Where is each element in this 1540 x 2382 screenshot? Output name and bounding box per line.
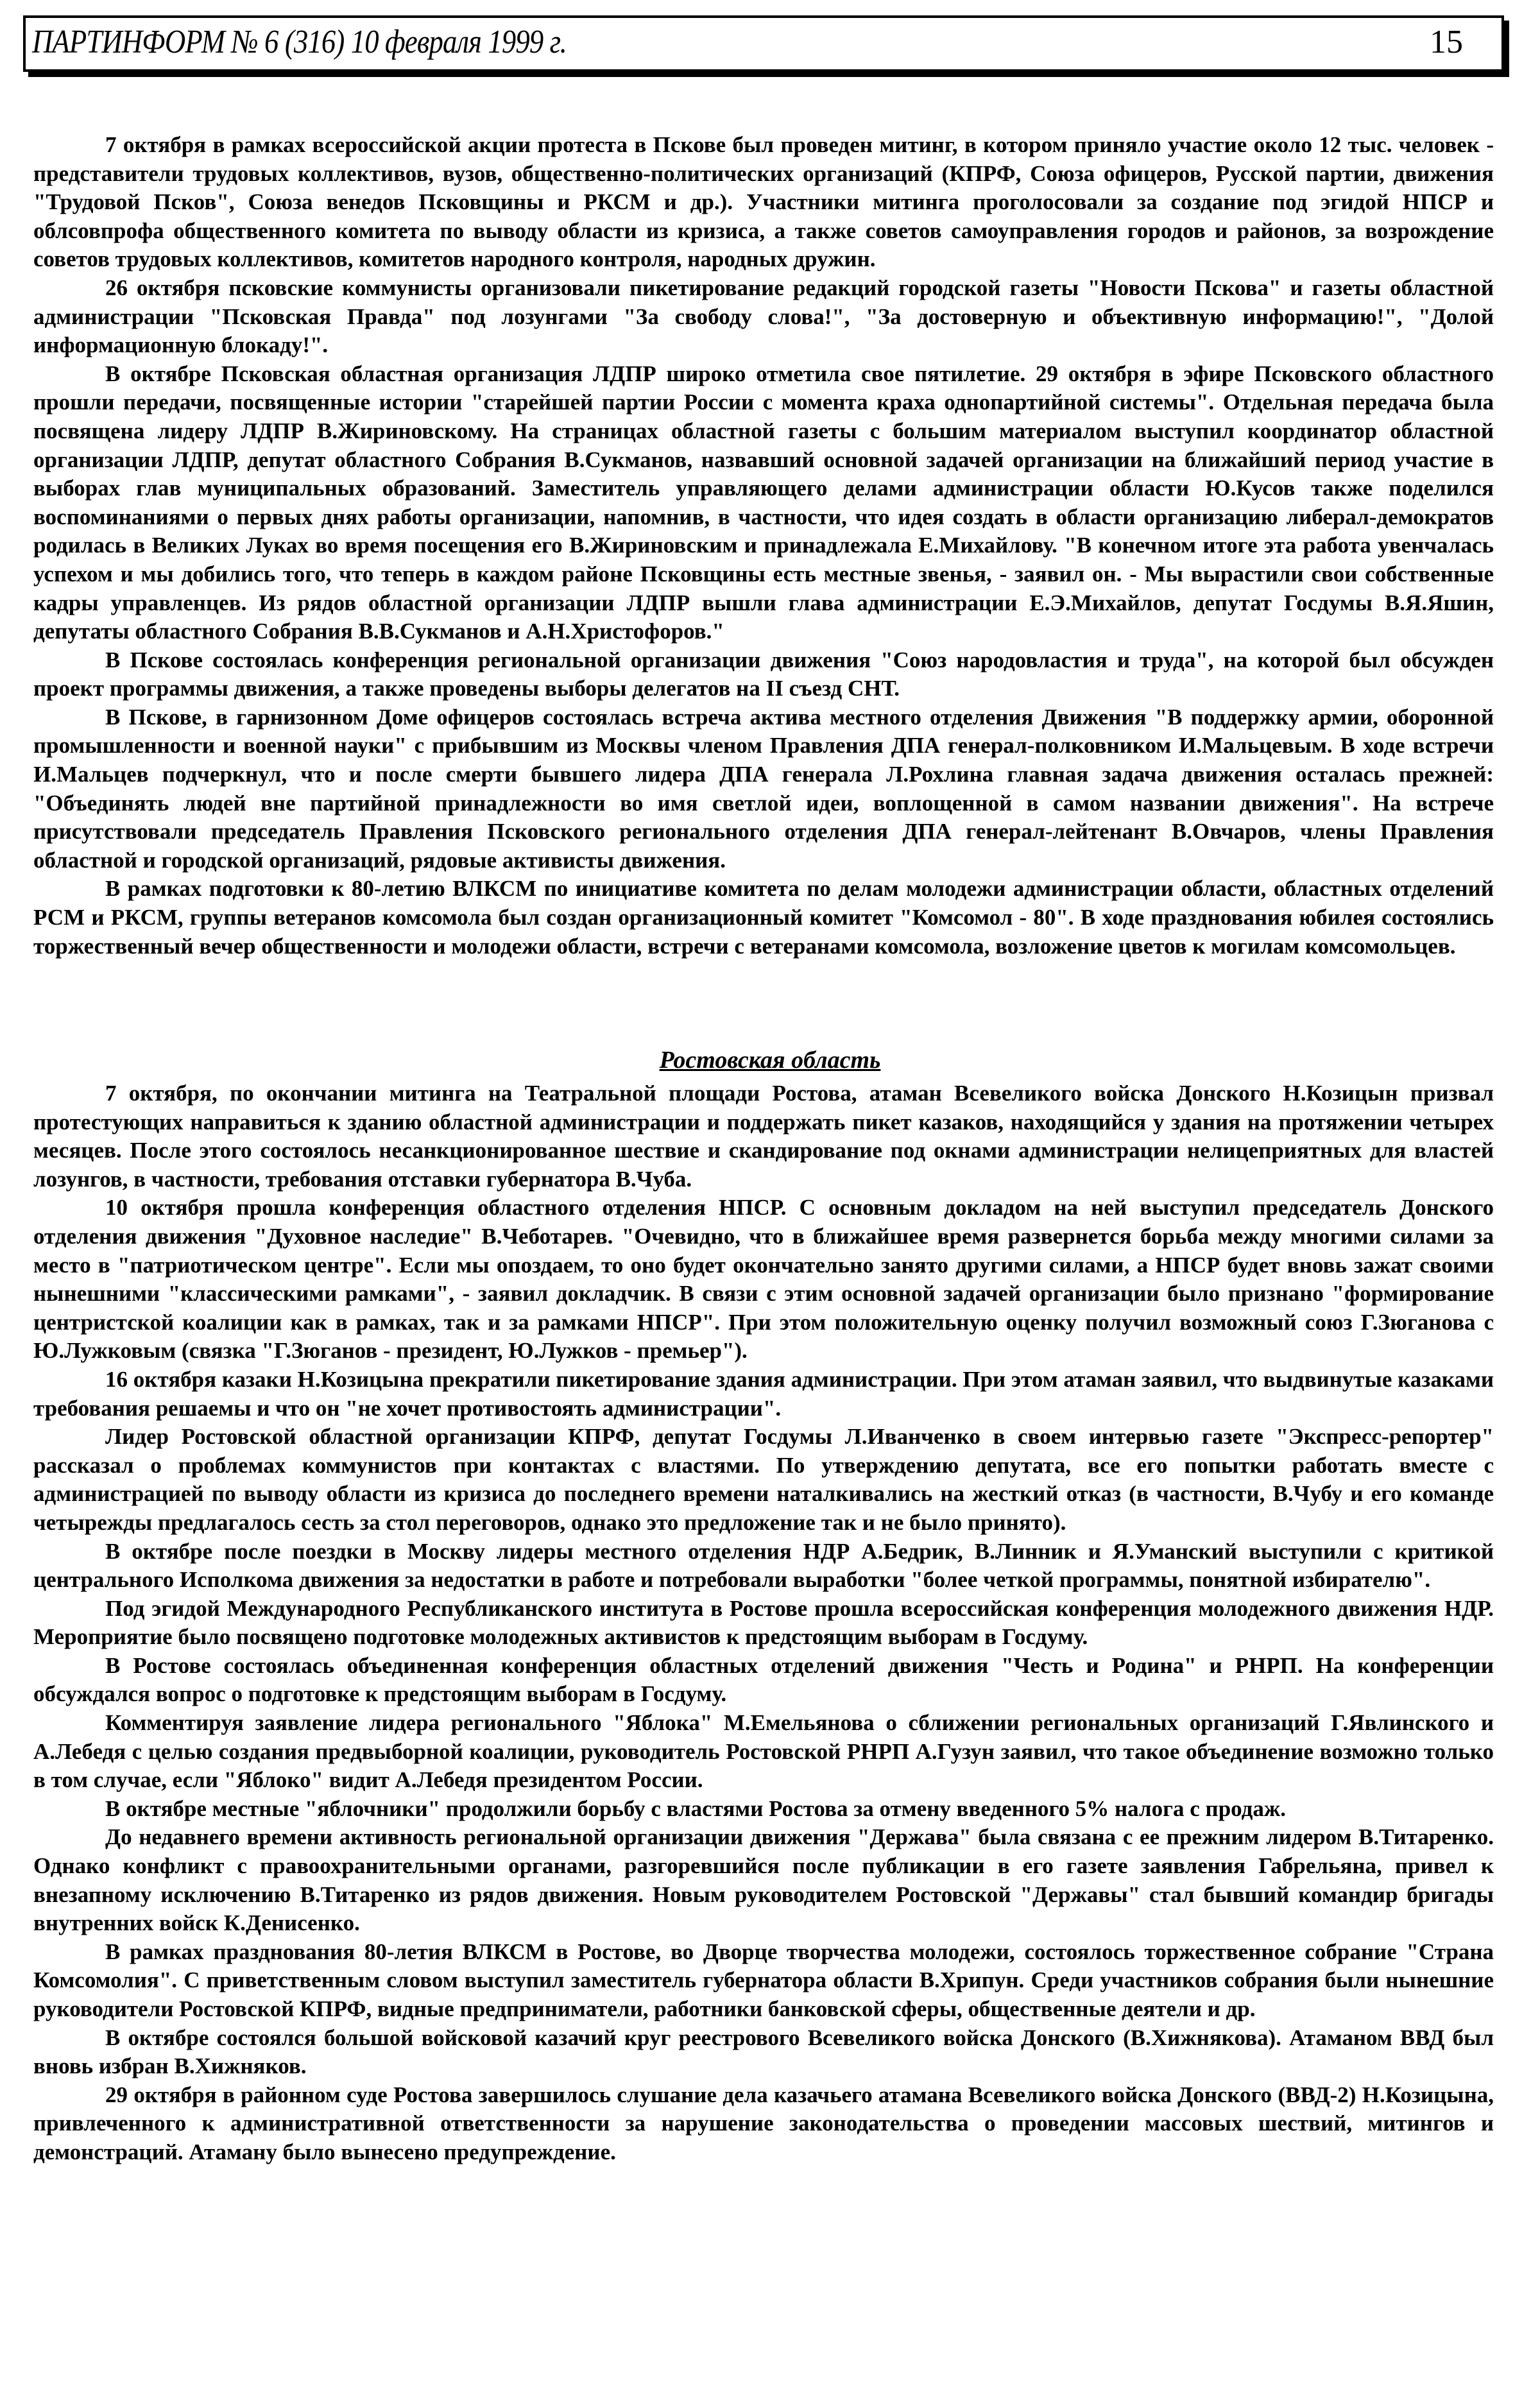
paragraph: В октябре Псковская областная организация ЛДПР широко отметила свое пятилетие. 29 октября в эфире Псковского областного прошли передачи, посвященные истории "старейшей партии России с момента краха однопартийной системы". Отдельная передача была посвящена лидеру ЛДПР В.Жириновскому. На страницах областной газеты с большим материалом выступил координатор областной организации ЛДПР, депутат областного Собрания В.Сукманов, назвавший основной задачей организации на ближайший период участие в выборах глав муниципальных образований. Заместитель управляющего делами администрации области Ю.Кусов также поделился воспоминаниями о первых днях работы организации, напомнив, в частности, что идея создать в области организацию либерал-демократов родилась в Великих Луках во время посещения его В.Жириновским и принадлежала Е.Михайлову. "В конечном итоге эта работа увенчалась успехом и мы добились того, что теперь в каждом районе Псковщины есть местные звенья, - заявил он. - Мы вырастили свои собственные кадры управленцев. Из рядов областной организации ЛДПР вышли глава администрации Е.Э.Михайлов, депутат Госдумы В.Я.Яшин, депутаты областного Собрания В.В.Сукманов и А.Н.Христофоров." bbox=[33, 361, 1494, 644]
paragraph: Комментируя заявление лидера регионального "Яблока" М.Емельянова о сближении региональных организаций Г.Явлинского и А.Лебедя с целью создания предвыборной коалиции, руководитель Ростовской РНРП А.Гузун заявил, что такое объединение возможно только в том случае, если "Яблоко" видит А.Лебедя президентом России. bbox=[33, 1710, 1494, 1793]
publication-title: ПАРТИНФОРМ № 6 (316) 10 февраля 1999 г. bbox=[32, 24, 567, 60]
section-heading-rostov: Ростовская область bbox=[659, 1047, 881, 1074]
paragraph: В Пскове, в гарнизонном Доме офицеров состоялась встреча актива местного отделения Движения "В поддержку армии, оборонной промышленности и военной науки" с прибывшим из Москвы членом Правления ДПА генерал-полковником И.Мальцевым. В ходе встречи И.Мальцев подчеркнул, что и после смерти бывшего лидера ДПА генерала Л.Рохлина главная задача движения осталась прежней: "Объединять людей вне партийной принадлежности во имя светлой идеи, воплощенной в самом названии движения". На встрече присутствовали председатель Правления Псковского регионального отделения ДПА генерал-лейтенант В.Овчаров, члены Правления областной и городской организаций, рядовые активисты движения. bbox=[33, 704, 1494, 873]
paragraph: Лидер Ростовской областной организации КПРФ, депутат Госдумы Л.Иванченко в своем интервью газете "Экспресс-репортер" рассказал о проблемах коммунистов при контактах с властями. По утверждению депутата, все его попытки работать вместе с администрацией по выводу области из кризиса до последнего времени наталкивались на жесткий отказ (в частности, В.Чубу и его команде четырежды предлагалось сесть за стол переговоров, однако это предложение так и не было принято). bbox=[33, 1424, 1494, 1535]
page-header bbox=[23, 15, 1504, 72]
page-number: 15 bbox=[1430, 24, 1463, 60]
paragraph: В Пскове состоялась конференция региональной организации движения "Союз народовластия и труда", на которой был обсужден проект программы движения, а также проведены выборы делегатов на II съезд СНТ. bbox=[33, 647, 1494, 701]
paragraph: В рамках празднования 80-летия ВЛКСМ в Ростове, во Дворце творчества молодежи, состоялось торжественное собрание "Страна Комсомолия". С приветственным словом выступил заместитель губернатора области В.Хрипун. Среди участников собрания были нынешние руководители Ростовской КПРФ, видные предприниматели, работники банковской сферы, общественные деятели и др. bbox=[33, 1939, 1494, 2021]
paragraph: 16 октября казаки Н.Козицына прекратили пикетирование здания администрации. При этом атаман заявил, что выдвинутые казаками требования решаемы и что он "не хочет противостоять администрации". bbox=[33, 1366, 1494, 1421]
paragraph: 29 октября в районном суде Ростова завершилось слушание дела казачьего атамана Всевеликого войска Донского (ВВД-2) Н.Козицына, привлеченного к административной ответственности за нарушение законодательства о проведении массовых шествий, митингов и демонстраций. Атаману было вынесено предупреждение. bbox=[33, 2082, 1494, 2164]
pskov-section bbox=[33, 131, 1494, 961]
paragraph: 7 октября в рамках всероссийской акции протеста в Пскове был проведен митинг, в котором приняло участие около 12 тыс. человек - представители трудовых коллективов, вузов, общественно-политических организаций (КПРФ, Союза офицеров, Русской партии, движения "Трудовой Псков", Союза венедов Псковщины и РКСМ и др.). Участники митинга проголосовали за создание под эгидой НПСР и облсовпрофа общественного комитета по выводу области из кризиса, а также советов самоуправления городов и районов, за возрождение советов трудовых коллективов, комитетов народного контроля, народных дружин. bbox=[33, 132, 1494, 272]
paragraph: Под эгидой Международного Республиканского института в Ростове прошла всероссийская конференция молодежного движения НДР. Мероприятие было посвящено подготовке молодежных активистов к предстоящим выборам в Госдуму. bbox=[33, 1595, 1494, 1650]
paragraph: В октябре состоялся большой войсковой казачий круг реестрового Всевеликого войска Донского (В.Хижнякова). Атаманом ВВД был вновь избран В.Хижняков. bbox=[33, 2025, 1494, 2079]
paragraph: В рамках подготовки к 80-летию ВЛКСМ по инициативе комитета по делам молодежи администрации области, областных отделений РСМ и РКСМ, группы ветеранов комсомола был создан организационный комитет "Комсомол - 80". В ходе празднования юбилея состоялись торжественный вечер общественности и молодежи области, встречи с ветеранами комсомола, возложение цветов к могилам комсомольцев. bbox=[33, 876, 1494, 959]
paragraph: В октябре после поездки в Москву лидеры местного отделения НДР А.Бедрик, В.Линник и Я.Уманский выступили с критикой центрального Исполкома движения за недостатки в работе и потребовали выработки "более четкой программы, понятной избирателю". bbox=[33, 1538, 1494, 1593]
paragraph: 26 октября псковские коммунисты организовали пикетирование редакций городской газеты "Новости Пскова" и газеты областной администрации "Псковская Правда" под лозунгами "За свободу слова!", "За достоверную и объективную информацию!", "Долой информационную блокаду!". bbox=[33, 275, 1494, 358]
paragraph: До недавнего времени активность региональной организации движения "Держава" была связана с ее прежним лидером В.Титаренко. Однако конфликт с правоохранительными органами, разгоревшийся после публикации в его газете заявления Габрельяна, привел к внезапному исключению В.Титаренко из рядов движения. Новым руководителем Ростовской "Державы" стал бывший командир бригады внутренних войск К.Денисенко. bbox=[33, 1824, 1494, 1936]
paragraph: 10 октября прошла конференция областного отделения НПСР. С основным докладом на ней выступил председатель Донского отделения движения "Духовное наследие" В.Чеботарев. "Очевидно, что в ближайшее время развернется борьба между многими силами за место в "патриотическом центре". Если мы опоздаем, то оно будет окончательно занято другими силами, а НПСР будет вновь зажат своими нынешними "классическими рамками", - заявил докладчик. В связи с этим основной задачей организации было признано "формирование центристской коалиции как в рамках, так и за рамками НПСР". При этом положительную оценку получил возможный союз Г.Зюганова с Ю.Лужковым (связка "Г.Зюганов - президент, Ю.Лужков - премьер"). bbox=[33, 1195, 1494, 1364]
paragraph: 7 октября, по окончании митинга на Театральной площади Ростова, атаман Всевеликого войска Донского Н.Козицын призвал протестующих направиться к зданию областной администрации и поддержать пикет казаков, находящийся у здания на протяжении четырех месяцев. После этого состоялось несанкционированное шествие и скандирование под окнами администрации нелицеприятных для властей лозунгов, в частности, требования отставки губернатора В.Чуба. bbox=[33, 1081, 1494, 1192]
paragraph: В октябре местные "яблочники" продолжили борьбу с властями Ростова за отмену введенного 5% налога с продаж. bbox=[105, 1795, 1286, 1821]
rostov-section bbox=[33, 1079, 1494, 2167]
paragraph: В Ростове состоялась объединенная конференция областных отделений движения "Честь и Родина" и РНРП. На конференции обсуждался вопрос о подготовке к предстоящим выборам в Госдуму. bbox=[33, 1652, 1494, 1707]
